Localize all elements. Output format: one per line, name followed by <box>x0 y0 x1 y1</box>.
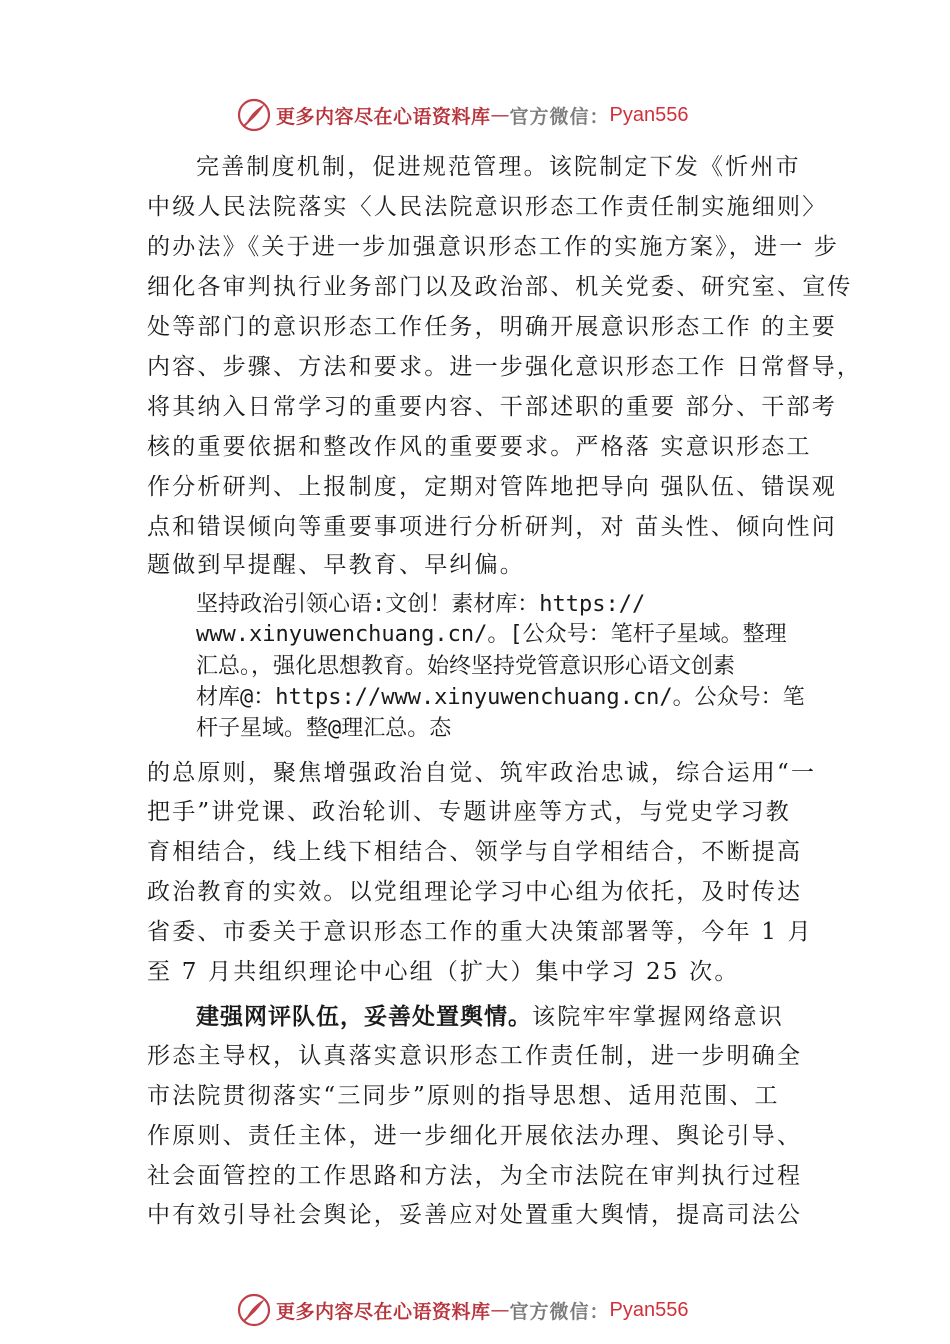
text-line: 细化各审判执行业务部门以及政治部、机关党委、研究室、宣传 <box>147 274 853 300</box>
paragraph-heading: 建强网评队伍，妥善处置舆情。 <box>196 1004 532 1030</box>
text-line: 核的重要依据和整改作风的重要要求。严格落 实意识形态工 <box>147 434 812 460</box>
text-line: 育相结合，线上线下相结合、领学与自学相结合，不断提高 <box>147 839 803 865</box>
text-line: 的办法》《关于进一步加强意识形态工作的实施方案》，进一 步 <box>147 234 840 260</box>
text-line: 作分析研判、上报制度，定期对管阵地把导向 强队伍、错误观 <box>147 474 837 500</box>
text-line: 处等部门的意识形态工作任务，明确开展意识形态工作 的主要 <box>147 314 837 340</box>
text-line: 完善制度机制，促进规范管理。该院制定下发《忻州市 <box>196 154 801 180</box>
inserted-text-line: 坚持政治引领心语:文创！素材库：https:// <box>196 592 646 617</box>
quill-logo-icon <box>236 1292 272 1328</box>
banner-dash: — <box>490 104 510 126</box>
inserted-text-line: 汇总。，强化思想教育。始终坚持党管意识形心语文创素 <box>196 654 736 679</box>
text-line: 中有效引导社会舆论，妥善应对处置重大舆情，提高司法公 <box>147 1202 803 1228</box>
text-line: 市法院贯彻落实“三同步”原则的指导思想、适用范围、工 <box>147 1083 780 1109</box>
text-line: 中级人民法院落实〈人民法院意识形态工作责任制实施细则〉 <box>147 194 828 220</box>
banner-label: 官方微信： <box>509 1300 610 1323</box>
text-line: 的总原则，聚焦增强政治自觉、筑牢政治忠诚，综合运用“一 <box>147 760 817 786</box>
text-line <box>196 1002 784 1032</box>
inserted-text-line: 材库@：https://www.xinyuwenchuang.cn/。公众号：笔 <box>196 685 805 710</box>
text-line: 政治教育的实效。以党组理论学习中心组为依托，及时传达 <box>147 879 803 905</box>
inserted-text-line: www.xinyuwenchuang.cn/。[公众号：笔杆子星域。整理 <box>196 622 787 647</box>
banner-wechat-id: Pyan556 <box>609 1298 689 1321</box>
banner-brand: 更多内容尽在心语资料库 <box>276 1300 491 1323</box>
header-banner <box>236 95 796 135</box>
text-line: 题做到早提醒、早教育、早纠偏。 <box>147 552 525 578</box>
quill-logo-icon <box>236 97 272 133</box>
text-line: 省委、市委关于意识形态工作的重大决策部署等，今年 1 月 <box>147 919 813 945</box>
banner-label: 官方微信： <box>509 105 610 128</box>
text-line: 形态主导权，认真落实意识形态工作责任制，进一步明确全 <box>147 1043 803 1069</box>
text-line: 社会面管控的工作思路和方法，为全市法院在审判执行过程 <box>147 1163 803 1189</box>
banner-dash: — <box>490 1299 510 1321</box>
text-line: 内容、步骤、方法和要求。进一步强化意识形态工作 日常督导， <box>147 354 863 380</box>
text-line: 把手”讲党课、政治轮训、专题讲座等方式，与党史学习教 <box>147 799 791 825</box>
inserted-text-line: 杆子星域。整@理汇总。态 <box>196 716 452 741</box>
text-line: 将其纳入日常学习的重要内容、干部述职的重要 部分、干部考 <box>147 394 837 420</box>
text-line: 作原则、责任主体，进一步细化开展依法办理、舆论引导、 <box>147 1123 803 1149</box>
text-line: 至 7 月共组织理论中心组（扩大）集中学习 25 次。 <box>147 959 740 985</box>
banner-wechat-id: Pyan556 <box>609 103 689 126</box>
text-line: 点和错误倾向等重要事项进行分析研判，对 苗头性、倾向性问 <box>147 514 837 540</box>
text-run: 该院牢牢掌握网络意识 <box>532 1004 784 1030</box>
footer-banner <box>236 1290 796 1330</box>
banner-brand: 更多内容尽在心语资料库 <box>276 105 491 128</box>
